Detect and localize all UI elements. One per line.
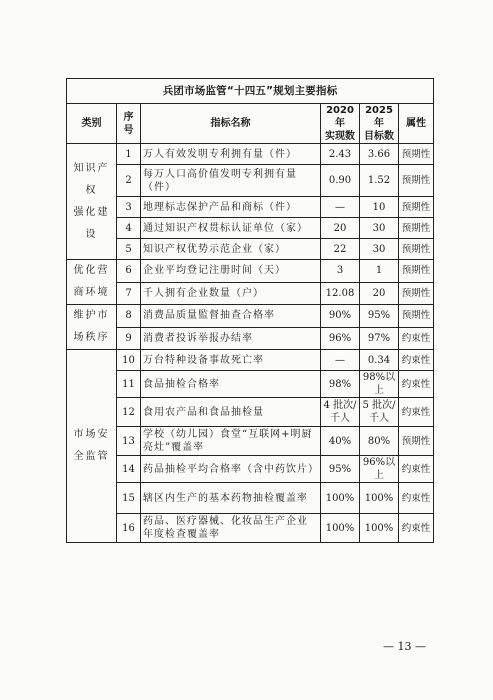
category-line: 知识产权: [73, 162, 110, 196]
cell-v2025: 100%: [360, 514, 399, 543]
cell-v2025: 80%: [360, 427, 399, 456]
cell-v2020: 40%: [321, 427, 360, 456]
cell-seq: 12: [117, 398, 141, 427]
cell-v2025: 100%: [360, 483, 399, 514]
cell-v2020: 3: [321, 260, 360, 283]
cell-name: 地理标志保护产品和商标（件）: [141, 197, 321, 218]
table-body: [67, 144, 434, 543]
cell-seq: 6: [117, 260, 141, 283]
cell-v2020: 95%: [321, 456, 360, 483]
cell-seq: 2: [117, 165, 141, 197]
cell-seq: 7: [117, 282, 141, 305]
table-row: [67, 350, 434, 371]
cell-name: 知识产权优势示范企业（家）: [141, 239, 321, 260]
table-row: [67, 239, 434, 260]
cell-name: 每万人口高价值发明专利拥有量（件）: [141, 165, 321, 197]
table-row: [67, 305, 434, 328]
cell-v2020: 100%: [321, 483, 360, 514]
table-row: [67, 427, 434, 456]
cell-v2025: 20: [360, 282, 399, 305]
table-row: [67, 197, 434, 218]
category-cell: [67, 260, 117, 305]
cell-v2020: 100%: [321, 514, 360, 543]
page-number: — 13 —: [383, 640, 426, 653]
cell-name: 万台特种设备事故死亡率: [141, 350, 321, 371]
table-row: [67, 218, 434, 239]
category-line: 优化营: [73, 265, 110, 276]
cell-seq: 1: [117, 144, 141, 165]
cell-name: 学校（幼儿园）食堂“互联网+明厨亮灶”覆盖率: [141, 427, 321, 456]
indicator-table-sheet: [66, 78, 433, 543]
category-cell: [67, 305, 117, 350]
cell-name: 企业平均登记注册时间（天）: [141, 260, 321, 283]
cell-v2025: 96%以上: [360, 456, 399, 483]
category-cell: [67, 350, 117, 543]
cell-v2025: 30: [360, 239, 399, 260]
cell-name: 药品、医疗器械、化妆品生产企业年度检查覆盖率: [141, 514, 321, 543]
cell-attr: 预期性: [399, 144, 434, 165]
cell-name: 消费品质量監督抽查合格率: [141, 305, 321, 328]
cell-seq: 13: [117, 427, 141, 456]
cell-v2025: 97%: [360, 327, 399, 350]
table-row: [67, 144, 434, 165]
cell-v2020: —: [321, 350, 360, 371]
title-row: [67, 79, 434, 104]
cell-name: 食用农产品和食品抽检量: [141, 398, 321, 427]
cell-attr: 约束性: [399, 483, 434, 514]
category-line: 商环境: [73, 287, 110, 298]
cell-line: 5 批次/: [362, 400, 396, 411]
cell-v2020: 98%: [321, 371, 360, 398]
cell-v2020: [321, 398, 360, 427]
cell-name: 食品抽检合格率: [141, 371, 321, 398]
cell-v2025: 95%: [360, 305, 399, 328]
cell-v2020: 96%: [321, 327, 360, 350]
header-name: 指标名称: [141, 104, 321, 144]
cell-attr: 预期性: [399, 218, 434, 239]
table-row: [67, 260, 434, 283]
cell-v2025: 3.66: [360, 144, 399, 165]
cell-v2020: 2.43: [321, 144, 360, 165]
indicator-table: [66, 78, 434, 543]
category-line: 维护市: [73, 310, 110, 321]
cell-name: 通过知识产权贯标认证单位（家）: [141, 218, 321, 239]
cell-v2025: [360, 398, 399, 427]
cell-line: 4 批次/: [323, 400, 357, 411]
cell-v2020: 90%: [321, 305, 360, 328]
cell-v2025: 0.34: [360, 350, 399, 371]
cell-seq: 5: [117, 239, 141, 260]
cell-attr: 约束性: [399, 398, 434, 427]
header-row: [67, 104, 434, 144]
table-row: [67, 327, 434, 350]
cell-attr: 预期性: [399, 239, 434, 260]
table-row: [67, 398, 434, 427]
cell-seq: 14: [117, 456, 141, 483]
category-line: 场秩序: [73, 332, 110, 343]
cell-seq: 10: [117, 350, 141, 371]
cell-v2025: 1.52: [360, 165, 399, 197]
cell-v2025: 1: [360, 260, 399, 283]
cell-attr: 约束性: [399, 350, 434, 371]
cell-v2020: 0.90: [321, 165, 360, 197]
header-category: 类别: [67, 104, 117, 144]
cell-name: 消费者投诉举报办结率: [141, 327, 321, 350]
cell-seq: 3: [117, 197, 141, 218]
header-seq: 序号: [117, 104, 141, 144]
cell-v2025: 10: [360, 197, 399, 218]
cell-attr: 约束性: [399, 514, 434, 543]
header-attr: 属性: [399, 104, 434, 144]
cell-attr: 约束性: [399, 327, 434, 350]
cell-seq: 8: [117, 305, 141, 328]
cell-attr: 预期性: [399, 260, 434, 283]
cell-name: 药品抽检平均合格率（含中药饮片）: [141, 456, 321, 483]
cell-attr: 预期性: [399, 427, 434, 456]
table-row: [67, 514, 434, 543]
category-line: 全监管: [73, 451, 110, 462]
category-line: 市场安: [73, 429, 110, 440]
cell-seq: 11: [117, 371, 141, 398]
cell-v2020: 22: [321, 239, 360, 260]
cell-attr: 预期性: [399, 165, 434, 197]
cell-v2025: 30: [360, 218, 399, 239]
table-row: [67, 456, 434, 483]
cell-seq: 4: [117, 218, 141, 239]
table-row: [67, 371, 434, 398]
table-row: [67, 483, 434, 514]
cell-v2025: 98%以上: [360, 371, 399, 398]
cell-seq: 16: [117, 514, 141, 543]
cell-attr: 预期性: [399, 305, 434, 328]
cell-seq: 9: [117, 327, 141, 350]
cell-attr: 约束性: [399, 456, 434, 483]
cell-v2020: 12.08: [321, 282, 360, 305]
cell-line: 千人: [330, 413, 350, 424]
cell-v2020: —: [321, 197, 360, 218]
cell-attr: 约束性: [399, 371, 434, 398]
category-line: 强化建设: [73, 206, 110, 240]
cell-line: 千人: [369, 413, 389, 424]
category-cell: [67, 144, 117, 260]
cell-attr: 预期性: [399, 197, 434, 218]
cell-name: 辖区内生产的基本药物抽检覆盖率: [141, 483, 321, 514]
cell-name: 万人有效发明专利拥有量（件）: [141, 144, 321, 165]
cell-seq: 15: [117, 483, 141, 514]
cell-v2020: 20: [321, 218, 360, 239]
cell-attr: 预期性: [399, 282, 434, 305]
table-row: [67, 165, 434, 197]
header-2020: 2020 年 实现数: [321, 104, 360, 144]
header-2025: 2025 年 目标数: [360, 104, 399, 144]
table-row: [67, 282, 434, 305]
cell-name: 千人拥有企业数量（户）: [141, 282, 321, 305]
table-title: 兵团市场监管“十四五”规划主要指标: [67, 79, 434, 104]
